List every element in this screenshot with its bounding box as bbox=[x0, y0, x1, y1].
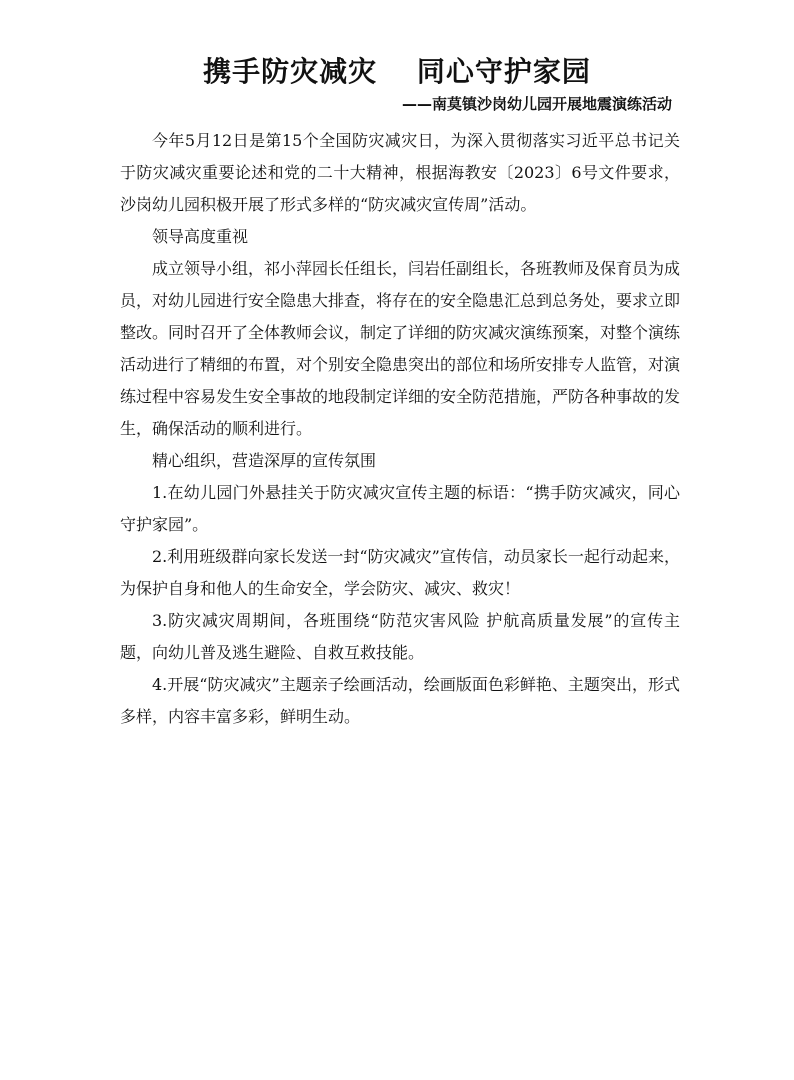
list-item-4: 4.开展“防灾减灾”主题亲子绘画活动，绘画版面色彩鲜艳、主题突出，形式多样，内容丰富多彩，鲜明生动。 bbox=[120, 675, 680, 726]
document-body bbox=[120, 125, 680, 733]
document-subtitle: ——南莫镇沙岗幼儿园开展地震演练活动 bbox=[401, 95, 672, 113]
paragraph-leadership: 成立领导小组，祁小萍园长任组长，闫岩任副组长，各班教师及保育员为成员，对幼儿园进行安全隐患大排查，将存在的安全隐患汇总到总务处，要求立即整改。同时召开了全体教师会议，制定了详细的防灾减灾演练预案，对整个演练活动进行了精细的布置，对个别安全隐患突出的部位和场所安排专人监管，对演练过程中容易发生安全事故的地段制定详细的安全防范措施，严防各种事故的发生，确保活动的顺利进行。 bbox=[120, 259, 681, 438]
list-item-2: 2.利用班级群向家长发送一封“防灾减灾”宣传信，动员家长一起行动起来，为保护自身和他人的生命安全，学会防灾、减灾、救灾！ bbox=[120, 547, 680, 598]
section-heading-leadership: 领导高度重视 bbox=[152, 227, 249, 246]
list-item-3: 3.防灾减灾周期间，各班围绕“防范灾害风险 护航高质量发展”的宣传主题，向幼儿普及逃生避险、自救互救技能。 bbox=[120, 611, 680, 662]
document-title: 携手防灾减灾 同心守护家园 bbox=[203, 55, 591, 88]
list-item-1: 1.在幼儿园门外悬挂关于防灾减灾宣传主题的标语：“携手防灾减灾，同心守护家园”。 bbox=[120, 483, 680, 534]
section-heading-organization: 精心组织，营造深厚的宣传氛围 bbox=[152, 451, 377, 470]
paragraph-intro: 今年5月12日是第15个全国防灾减灾日，为深入贯彻落实习近平总书记关于防灾减灾重要论述和党的二十大精神，根据海教安〔2023〕6号文件要求，沙岗幼儿园积极开展了形式多样的“防灾减灾宣传周”活动。 bbox=[120, 131, 680, 214]
